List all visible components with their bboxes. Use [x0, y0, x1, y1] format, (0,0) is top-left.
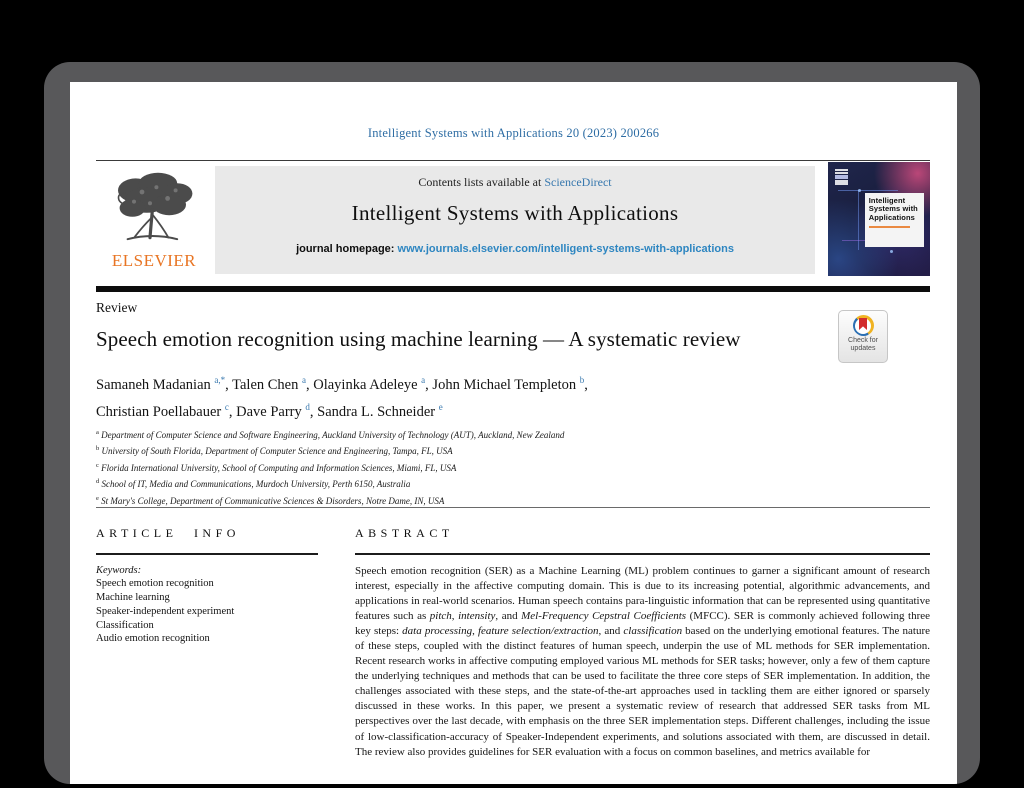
- journal-title: Intelligent Systems with Applications: [351, 201, 679, 225]
- badge-label: Check for updates: [848, 337, 878, 352]
- author-name: John Michael Templeton $^b$: [432, 375, 585, 393]
- keyword-item: Machine learning: [96, 592, 170, 604]
- author-name: Sandra L. Schneider $^e$: [317, 401, 443, 420]
- page-frame: [44, 62, 980, 784]
- cover-title: Intelligent Systems with Applications: [868, 195, 918, 222]
- article-title: Speech emotion recognition using machine learning — A systematic review: [96, 327, 741, 351]
- author-name: Talen Chen $^a$: [232, 375, 306, 393]
- crossmark-icon: [853, 315, 874, 336]
- author-name: Christian Poellabauer $^c$: [96, 401, 229, 420]
- affiliation-line: $^d$ School of IT, Media and Communications, Murdoch University, Perth 6150, Australia: [96, 478, 411, 490]
- abstract-column: [355, 526, 930, 760]
- affiliation-line: $^e$ St Mary's College, Department of Communicative Sciences & Disorders, Notre Dame, IN, USA: [96, 494, 445, 506]
- elsevier-wordmark: ELSEVIER: [111, 251, 197, 270]
- keywords-list: [96, 577, 318, 646]
- journal-header: [96, 162, 930, 280]
- affiliation-line: $^a$ Department of Computer Science and Software Engineering, Auckland University of Technology (AUT), Auckland, New Zealand: [96, 429, 565, 440]
- keyword-item: Speech emotion recognition: [96, 578, 214, 590]
- journal-citation-link[interactable]: Intelligent Systems with Applications 20 (2023) 200266: [367, 126, 660, 140]
- elsevier-logo[interactable]: [98, 168, 210, 271]
- keywords-block: [96, 564, 318, 647]
- abstract-rule: [355, 553, 930, 555]
- abstract-heading: ABSTRACT: [355, 526, 454, 540]
- contents-prefix: Contents lists available at: [418, 175, 545, 189]
- paper-page: [70, 82, 957, 784]
- article-info-heading: ARTICLE INFO: [96, 526, 240, 540]
- affiliation-line: $^c$ Florida International University, School of Computing and Information Sciences, Miami, FL, USA: [96, 461, 457, 473]
- author-name: Samaneh Madanian $^{a,*}$: [96, 375, 226, 393]
- contents-line: [215, 175, 815, 190]
- journal-cover-thumbnail[interactable]: [828, 162, 930, 276]
- sciencedirect-link[interactable]: ScienceDirect: [544, 175, 612, 189]
- keywords-label: Keywords:: [96, 564, 142, 576]
- article-info-rule: [96, 553, 318, 555]
- affiliation-list: [96, 426, 876, 508]
- article-type-label: Review: [96, 300, 138, 315]
- affiliation-line: $^b$ University of South Florida, Department of Computer Science and Engineering, Tampa, FL, USA: [96, 445, 453, 457]
- cover-editor-line: [869, 226, 910, 228]
- cover-circuit-dot: [890, 250, 893, 253]
- journal-banner: [215, 166, 815, 274]
- keyword-item: Classification: [96, 619, 154, 631]
- homepage-url-link[interactable]: www.journals.elsevier.com/intelligent-systems-with-applications: [397, 243, 734, 255]
- homepage-line: [215, 243, 815, 255]
- homepage-prefix: journal homepage:: [296, 243, 398, 255]
- abstract-text: Speech emotion recognition (SER) as a Machine Learning (ML) problem continues to garner a significant amount of research interest, especially in the affective computing domain. This is due to its increasing potential, algorithmic advancements, and applications in real-world scenarios. Human speech contains para-linguistic information that can be represented using quantitative features such as pitch, intensity, and Mel-Frequency Cepstral Coefficients (MFCC). SER is commonly achieved following three key steps: data processing, feature selection/extraction, and classification based on the underlying emotional features. The nature of these steps, coupled with the distinct features of human speech, underpin the use of ML methods for SER implementation. Recent research works in affective computing employed various ML methods for SER tasks; however, only a few of them capture the underlying techniques and methods that can be used to facilitate the three core steps of SER implementation. In addition, the challenges associated with these steps, and the state-of-the-art approaches used in tackling them are either ignored or sparsely discussed in these works. In this paper, we present a systematic review of research that addressed SER tasks from ML perspectives over the last decade, with emphasis on the three SER implementation steps. Different challenges, including the issue of low-classification-accuracy of Speaker-Independent experiments, and solutions associated with them, are discussed in detail. The review also provides guidelines for SER evaluation with a focus on common baselines, and metrics available for: [355, 564, 931, 758]
- keyword-item: Speaker-independent experiment: [96, 605, 235, 617]
- section-divider-rule: [96, 507, 930, 508]
- cover-circuit-dot: [858, 189, 861, 192]
- check-for-updates-badge[interactable]: [838, 310, 888, 363]
- author-list: Samaneh Madanian $^{a,*}$, Talen Chen $^a$, Olayinka Adeleye $^a$, John Michael Templeton $^b$, Christian Poellabauer $^c$, Dave Parry $^d$, Sandra L. Schneider $^e$: [96, 375, 588, 420]
- author-name: Olayinka Adeleye $^a$: [313, 375, 426, 393]
- header-top-rule: [96, 160, 930, 161]
- cover-circuit-line: [858, 190, 859, 250]
- header-divider-bar: [96, 286, 930, 292]
- elsevier-tree-icon: [104, 235, 204, 252]
- cover-title-box: [865, 193, 924, 248]
- article-info-column: [96, 526, 318, 646]
- cover-publisher-mark: [835, 169, 848, 185]
- keyword-item: Audio emotion recognition: [96, 633, 210, 645]
- author-name: Dave Parry $^d$: [236, 401, 310, 420]
- cover-circuit-line: [838, 190, 898, 191]
